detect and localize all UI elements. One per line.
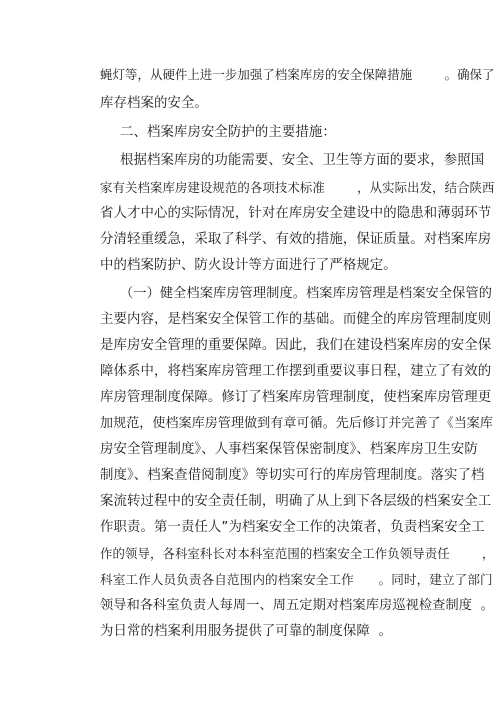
text-line-12: 障体系中，将档案库房管理工作摆到重要议事日程，建立了有效的 xyxy=(100,364,492,379)
text-line-4: 根据档案库房的功能需要、安全、卫生等方面的要求，参照国 xyxy=(120,153,485,168)
text-line-21: 领导和各科室负责人每周一、周五定期对档案库房巡视检查制度 。 xyxy=(100,598,494,613)
text-line-13: 库房管理制度保障。修订了档案库房管理制度，使档案库房管理更 xyxy=(100,390,492,405)
text-line-16: 制度》、档案查借阅制度》等切实可行的库房管理制度。落实了档 xyxy=(100,468,485,483)
text-line-8: 中的档案防护、防火设计等方面进行了严格规定。 xyxy=(100,258,397,273)
text-line-6: 省人才中心的实际情况，针对在库房安全建设中的隐患和薄弱环节 xyxy=(100,206,492,221)
text-line-18: 作职责。第一责任人”为档案安全工作的决策者，负责档案安全工 xyxy=(100,520,485,535)
text-line-7: 分清轻重缓急，采取了科学、有效的措施，保证质量。对档案库房 xyxy=(100,232,492,247)
text-line-20: 科室工作人员负责各自范围内的档案安全工作 。同时，建立了部门 xyxy=(100,572,493,587)
text-line-1: 蝇灯等，从硬件上进一步加强了档案库房的安全保障措施 。确保了 xyxy=(100,67,495,82)
text-line-17: 案流转过程中的安全责任制，明确了从上到下各层级的档案安全工 xyxy=(100,494,492,509)
text-line-2: 库存档案的安全。 xyxy=(100,96,208,111)
section-heading: 二、档案库房安全防护的主要措施： xyxy=(120,125,336,140)
text-line-14: 加规范，使档案库房管理做到有章可循。先后修订并完善了《当案库 xyxy=(100,416,494,431)
text-line-10: 主要内容，是档案安全保管工作的基础。而健全的库房管理制度则 xyxy=(100,312,492,327)
subsection-heading: （一）健全档案库房管理制度。档案库房管理是档案安全保管的 xyxy=(120,286,493,301)
text-line-15: 房安全管理制度》、人事档案保管保密制度》、档案库房卫生安防 xyxy=(100,442,478,457)
text-line-19: 作的领导，各科室科长对本科室范围的档案安全工作负领导责任 ， xyxy=(100,546,495,561)
text-line-22: 为日常的档案利用服务提供了可靠的制度保障 。 xyxy=(100,624,393,639)
text-line-11: 是库房安全管理的重要保障。因此，我们在建设档案库房的安全保 xyxy=(100,338,492,353)
text-line-5: 家有关档案库房建设规范的各项技术标准 ，从实际出发，结合陕西 xyxy=(100,180,495,195)
